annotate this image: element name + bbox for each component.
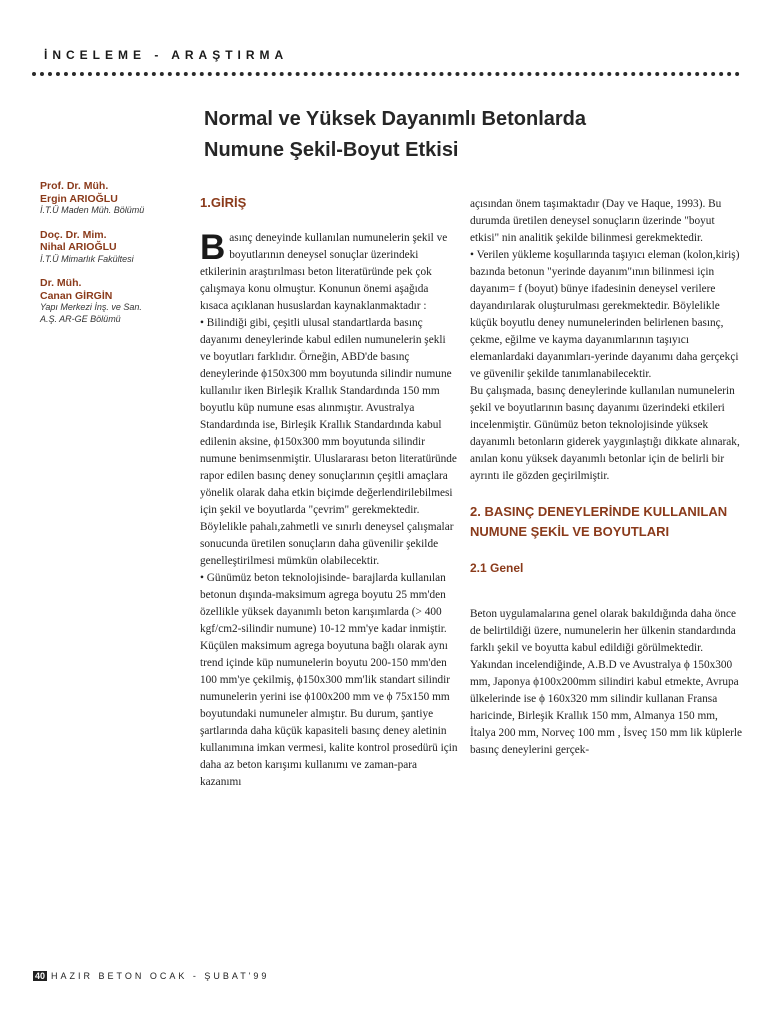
title-line-2: Numune Şekil-Boyut Etkisi [204, 139, 459, 161]
author-title: Doç. Dr. Mim. [40, 228, 107, 241]
bullet-paragraph-3: • Verilen yükleme koşullarında taşıyıcı eleman (kolon,kiriş) bazında betonun "yerinde dayanım"ının bilinmesi için dayanım= f (boyut) bünye ifadesinin deneysel verilere dayandırılarak oluşturulması gerekmektedir. Böylelikle küçük boyutlu deney numunelerinden belirlenen basınç, çekme, eğilme ve kayma dayanımlarının taşıyıcı elemanlardaki dayanımları-yerinde dayanımı daha gerçekçi ve güvenilir şekilde tanımlanabilecektir. [470, 249, 740, 380]
intro-text: asınç deneyinde kullanılan numunelerin şekil ve boyutlarının deneysel sonuçlar üzerindeki etkilerinin araştırılması beton literatüründe pek çok çalışmaya konu olmuştur. Konunun önemi aşağıda kısaca açıklanan hususlardan kaynaklanmaktadır : [200, 232, 448, 312]
footer-text: HAZIR BETON OCAK - ŞUBAT'99 [51, 971, 270, 981]
drop-cap: B [200, 228, 226, 267]
bullet-paragraph-2: • Günümüz beton teknolojisinde- barajlarda kullanılan betonun dışında-maksimum agrega boyutu 25 mm'den özellikle yüksek dayanımlı beton karışımlarda (> 400 kgf/cm2-silindir numune) 10-12 mm'ye kadar inmiştir. Küçülen maksimum agrega boyutuna bağlı olarak aynı trend içinde küp numunelerin boyutu 200-150 mm'den 100 mm'ye çekilmiş, ϕ150x300 mm'lik standart silindir numunelerin yerini ise ϕ100x200 mm ve ϕ 75x150 mm boyutundaki numuneler almıştır. Bu durum, şantiye şartlarında daha küçük kapasiteli basınç deney aletinin kullanımına imkan vermesi, kalite kontrol prosedürü için daha az beton karışımı kullanımı ve zaman-para kazanımı [200, 572, 458, 788]
author-name: Ergin ARIOĞLU [40, 192, 118, 205]
section-label: İNCELEME - ARAŞTIRMA [44, 48, 289, 62]
author-affiliation: Yapı Merkezi İnş. ve San. [40, 302, 142, 312]
author-3 [40, 277, 190, 325]
continued-paragraph: açısından önem taşımaktadır (Day ve Haque, 1993). Bu durumda üretilen deneysel sonuçların üzerinde "boyut etkisi" nin analitik şekilde bilinmesi gerekmektedir. [470, 198, 722, 244]
author-1 [40, 180, 190, 217]
author-name: Canan GİRGİN [40, 289, 113, 302]
author-list [40, 180, 190, 337]
body-paragraph-2: Bu çalışmada, basınç deneylerinde kullanılan numunelerin şekil ve boyutlarının basınç dayanımı üzerindeki etkileri incelenmiştir. Günümüz beton teknolojisinde yüksek dayanımlı betonların giderek yaygınlaştığı dikkate alınarak, anılan konu yüksek dayanımlı betonlar için de belirli bir ayrıntı ile gözden geçirilmiştir. [470, 385, 740, 482]
author-name: Nihal ARIOĞLU [40, 241, 117, 253]
author-affiliation: İ.T.Ü Mimarlık Fakültesi [40, 253, 134, 264]
page-number: 40 [35, 971, 46, 981]
author-title: Dr. Müh. [40, 277, 82, 289]
subsection-heading: 2.1 Genel [470, 561, 524, 575]
body-paragraph-3: Beton uygulamalarına genel olarak bakıldığında daha önce de belirtildiği üzere, numunelerin her ülkenin standardında farklı şekil ve boyutta kabul edildiği görülmektedir. Yakından incelendiğinde, A.B.D ve Avustralya ϕ 150x300 mm, Japonya ϕ100x200mm silindiri kabul etmekte, Avrupa ülkelerinde ise ϕ 160x320 mm silindir kullanan Fransa haricinde, Birleşik Krallık 150 mm, Almanya 150 mm, İtalya 200 mm, Norveç 100 mm , İsveç 150 mm lik küplerle basınç deneylerini gerçek- [470, 608, 743, 756]
section-heading-intro: 1.GİRİŞ [200, 195, 247, 210]
author-affiliation-2: A.Ş. AR-GE Bölümü [40, 313, 121, 324]
title-line-1: Normal ve Yüksek Dayanımlı Betonlarda [204, 108, 587, 130]
dotted-divider [32, 72, 740, 76]
intro-paragraph [200, 230, 458, 315]
author-affiliation: İ.T.Ü Maden Müh. Bölümü [40, 205, 145, 215]
author-2 [40, 229, 190, 266]
text-column-2 [470, 196, 742, 759]
text-column-1 [200, 194, 458, 791]
author-title: Prof. Dr. Müh. [40, 180, 109, 192]
page-footer [33, 971, 269, 981]
section-heading-2: 2. BASINÇ DENEYLERİNDE KULLANILAN NUMUNE ŞEKİL VE BOYUTLARI [470, 504, 728, 539]
bullet-paragraph-1: • Bilindiği gibi, çeşitli ulusal standartlarda basınç dayanımı deneylerinde kabul edilen numunelerin şekli ve boyutları farklıdır. Örneğin, ABD'de basınç deneylerinde ϕ150x300 mm boyutunda silindir numune kullanılır iken Birleşik Krallık Standardında 150 mm boyutlu küp numune esas alınmıştır. Avustralya Standardında ise, Birleşik Krallık Standardında kabul edilenin aksine, ϕ150x300 mm boyutunda silindir numune benimsenmiştir. Uluslararası beton literatüründe rapor edilen basınç deney sonuçlarının çeşitli amaçlara yönelik olarak daha etkin biçimde değerlendirilebilmesi için şekil ve boyutlarda "çevrim" gerekmektedir. Böylelikle pahalı,zahmetli ve sınırlı deneysel çalışmalar sonucunda üretilen sonuçların daha güvenilir şekilde genelleştirilmesi mümkün olabilecektir. [200, 317, 457, 567]
article-title [204, 104, 744, 166]
